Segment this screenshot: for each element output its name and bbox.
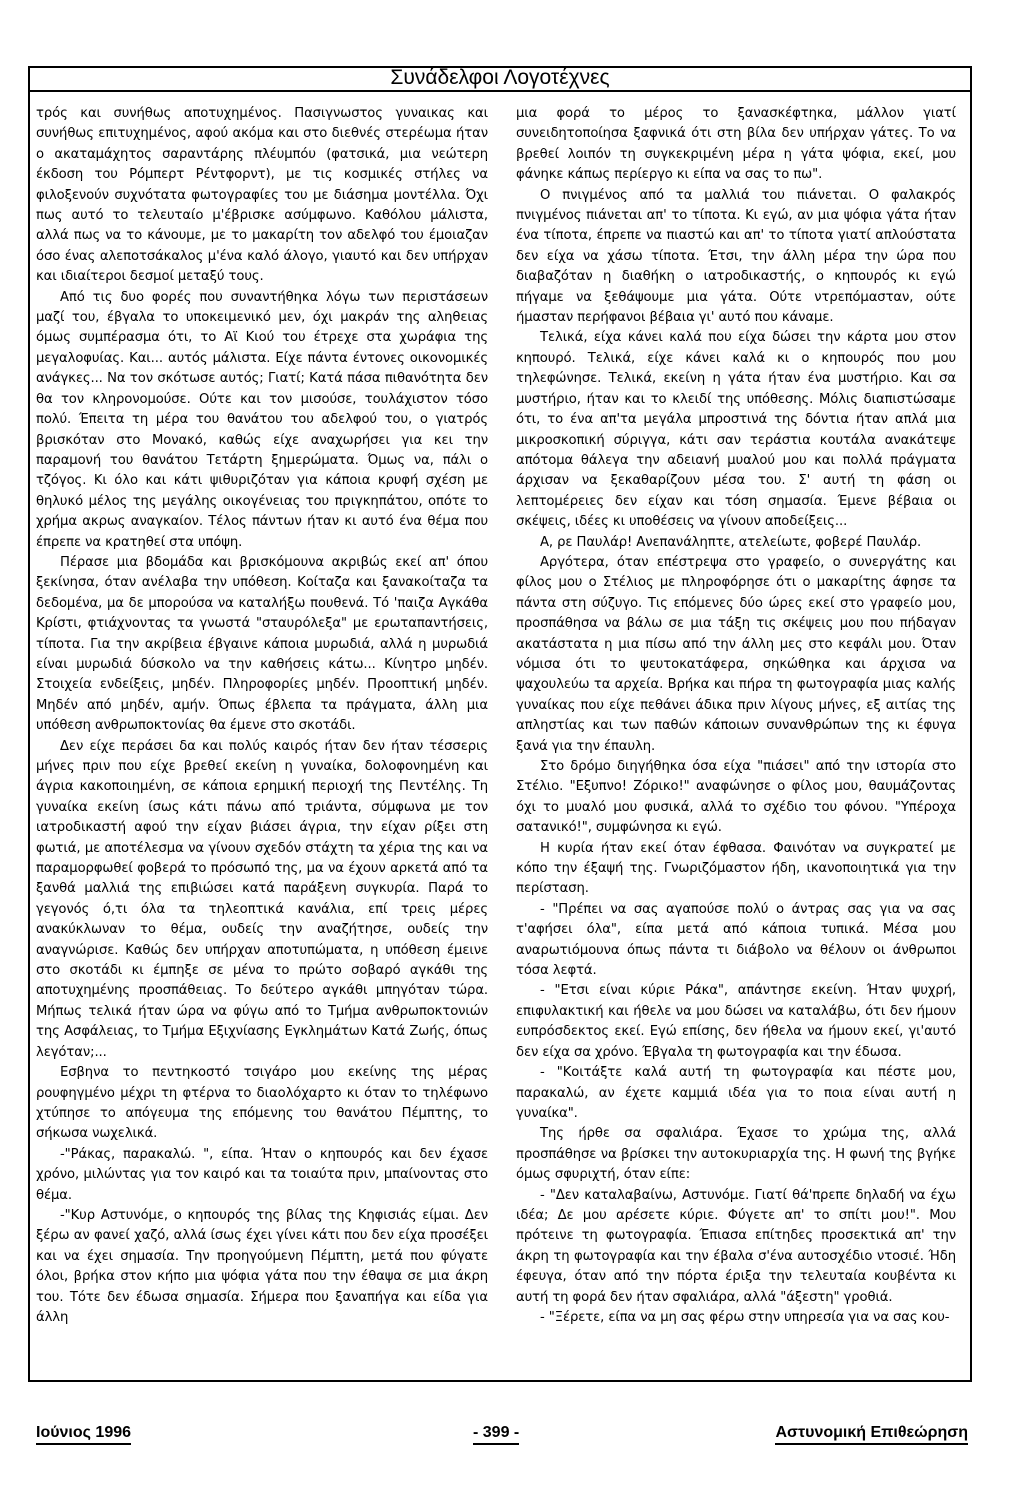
paragraph: Πέρασε μια βδομάδα και βρισκόμουνα ακριβώς εκεί απ' όπου ξεκίνησα, όταν ανέλαβα την υπόθεση. Κοίταζα και ξανακοίταζα τα δεδομένα, μα δε μπορούσα να καταλήξω πουθενά. Τό 'παιζα Αγκάθα Κρίστι, φτιάχνοντας τα γνωστά "σταυρόλεξα" με ερωταπαντήσεις, τίποτα. Για την ακρίβεια έβγαινε κάποια μυρωδιά, αλλά η μυρωδιά είναι μυρωδιά δύσκολο να την καθήσεις κάτω... Κίνητρο μηδέν. Στοιχεία ενδείξεις, μηδέν. Πληροφορίες μηδέν. Προοπτική μηδέν. Μηδέν από μηδέν, αμήν. Όπως έβλεπα τα πράγματα, άλλη μια υπόθεση ανθρωποκτονίας θα έμενε στο σκοτάδι. [36, 554, 488, 734]
paragraph: Τελικά, είχα κάνει καλά που είχα δώσει την κάρτα μου στον κηπουρό. Τελικά, είχε κάνει καλά κι ο κηπουρός που μου τηλεφώνησε. Τελικά, εκείνη η γάτα ήταν ένα μυστήριο. Και σα μυστήριο, ήταν και το κλειδί της υπόθεσης. Μόλις διαπιστώσαμε ότι, το ένα απ'τα μεγάλα μπροστινά της δόντια ήταν απλά μια μικροσκοπική σύριγγα, κάτι σαν τεράστια κουτάλα ανακάτεψε απότομα θάλεγα την αδειανή μυαλού μου και πολλά πράγματα άρχισαν να ξεκαθαρίζουν μέσα του. Σ' αυτή τη φάση οι λεπτομέρειες δεν είχαν και τόση σημασία. Έμενε βέβαια οι σκέψεις, ιδέες κι υποθέσεις να γίνουν αποδείξεις... [516, 330, 956, 530]
paragraph: Στο δρόμο διηγήθηκα όσα είχα "πιάσει" από την ιστορία στο Στέλιο. "Εξυπνο! Ζόρικο!" αναφώνησε ο φίλος μου, θαυμάζοντας όχι το μυαλό μου φυσικά, αλλά το σχέδιο του φόνου. "Υπέροχα σατανικό!", συμφώνησα κι εγώ. [516, 759, 956, 836]
paragraph: - "Δεν καταλαβαίνω, Αστυνόμε. Γιατί θά'πρεπε δηλαδή να έχω ιδέα; Δε μου αρέσετε κύριε. Φύγετε απ' το σπίτι μου!". Μου πρότεινε τη φωτογραφία. Έπιασα επίτηδες προσεκτικά απ' την άκρη τη φωτογραφία και την έβαλα σ'ένα αυτοσχέδιο ντοσιέ. Ήδη έφευγα, όταν από την πόρτα έριξα την τελευταία κουβέντα κι αυτή τη φορά δεν ήταν σφαλιάρα, αλλά "άξεστη" γροθιά. [516, 1187, 956, 1305]
section-title: Συνάδελφοι Λογοτέχνες [390, 66, 610, 89]
paragraph: - "Πρέπει να σας αγαπούσε πολύ ο άντρας σας για να σας τ'αφήσει όλα", είπα μετά από κάποια τυπικά. Μέσα μου αναρωτιόμουνα όπως πάντα τι διάβολο να θέλουν οι άνθρωποι τόσα λεφτά. [516, 901, 956, 979]
footer-date: Ιούνιος 1996 [36, 1423, 131, 1445]
paragraph: Δεν είχε περάσει δα και πολύς καιρός ήταν δεν ήταν τέσσερις μήνες πριν που είχε βρεθεί εκείνη η γυναίκα, δολοφονημένη και άγρια κακοποιημένη, σε κάποια ερημική περιοχή της Πεντέλης. Τη γυναίκα εκείνη ίσως κάτι πάνω από τριάντα, σύμφωνα με τον ιατροδικαστή αφού την είχαν βιάσει άγρια, την είχαν ρίξει στη φωτιά, με αποτέλεσμα να γίνουν σχεδόν στάχτη τα χέρια της και να παραμορφωθεί φοβερά το πρόσωπό της, μα να έχουν αρκετά από τα ξανθά μαλλιά της επιβιώσει κατά παράξενη συγκυρία. Παρά το γεγονός ό,τι όλα τα τηλεοπτικά κανάλια, επί τρεις μέρες ανακύκλωναν το θέμα, ουδείς την αναζήτησε, ουδείς την αναγνώρισε. Καθώς δεν υπήρχαν αποτυπώματα, η υπόθεση έμεινε στο σκοτάδι κι έμπηξε σε μένα το πρώτο σοβαρό αγκάθι της αποτυχημένης προσπάθειας. Το δεύτερο αγκάθι μπηγόταν τώρα. Μήπως τελικά ήταν ώρα να φύγω από το Τμήμα ανθρωποκτονιών της Ασφάλειας, το Τμήμα Εξιχνίασης Εγκλημάτων Κατά Ζωής, όπως λεγόταν;... [36, 738, 488, 1060]
paragraph: Ο πνιγμένος από τα μαλλιά του πιάνεται. Ο φαλακρός πνιγμένος πιάνεται απ' το τίποτα. Κι εγώ, αν μια ψόφια γάτα ήταν ένα τίποτα, έπρεπε να πιαστώ και απ' το τίποτα γιατί απλούστατα δεν είχα να χάσω τίποτα. Έτσι, την άλλη μέρα την ώρα που διαβαζόταν η διαθήκη ο ιατροδικαστής, ο κηπουρός κι εγώ πήγαμε να ξεθάψουμε μια γάτα. Ούτε ντρεπόμασταν, ούτε ήμασταν περήφανοι βέβαια γι' αυτό που κάναμε. [516, 187, 956, 326]
paragraph: μια φορά το μέρος το ξανασκέφτηκα, μάλλον γιατί συνειδητοποίησα ξαφνικά ότι στη βίλα δεν υπήρχαν γάτες. Το να βρεθεί λοιπόν τη συγκεκριμένη μέρα η γάτα ψόφια, εκεί, μου φάνηκε κάπως περίεργο κι είπα να σας το πω". [516, 106, 956, 183]
paragraph: -"Ράκας, παρακαλώ. ", είπα. Ήταν ο κηπουρός και δεν έχασε χρόνο, μιλώντας για τον καιρό και τα τοιαύτα πριν, μπαίνοντας στο θέμα. [36, 1146, 488, 1203]
left-column [36, 104, 488, 1328]
right-column [516, 104, 956, 1328]
paragraph: - "Ξέρετε, είπα να μη σας φέρω στην υπηρεσία για να σας κου- [540, 1309, 950, 1325]
paragraph: τρός και συνήθως αποτυχημένος. Πασιγνωστος γυναικας και συνήθως επιτυχημένος, αφού ακόμα και στο διεθνές στερέωμα ήταν ο ακαταμάχητος σαραντάρης πλέυμπόυ (φατσικά, μια νεώτερη έκδοση του Ρόμπερτ Ρέντφορντ), με τις κοσμικές στήλες να φιλοξενούν συχνότατα φωτογραφίες του με διάσημα μοντέλλα. Όχι πως αυτό το τελευταίο μ'έβρισκε ασύμφωνο. Καθόλου μάλιστα, αλλά πως να το κάνουμε, με το μακαρίτη τον αδελφό του έμοιαζαν όσο ένας αλεποτσάκαλος μ'ένα καλό άλογο, γιαυτό και δεν υπήρχαν και ιδιαίτεροι δεσμοί μεταξύ τους. [36, 106, 488, 285]
page-footer [28, 1423, 972, 1447]
paragraph: Από τις δυο φορές που συναντήθηκα λόγω των περιστάσεων μαζί του, έβγαλα το υποκειμενικό μεν, όχι μακράν της αληθειας όμως συμπέρασμα ότι, το Αϊ Κιού του έτρεχε στα χωράφια της μεγαλοφυίας. Και... αυτός μάλιστα. Είχε πάντα έντονες οικονομικές ανάγκες... Να τον σκότωσε αυτός; Γιατί; Κατά πάσα πιθανότητα δεν θα τον κληρονομούσε. Ούτε και τον μισούσε, τουλάχιστον τόσο πολύ. Έπειτα τη μέρα του θανάτου του αδελφού του, ο γιατρός βρισκόταν στο Μονακό, καθώς είχε αναχωρήσει για κει την παραμονή του θανάτου Τετάρτη ξημερώματα. Όμως να, πάλι ο τζόγος. Κι όλο και κάτι ψιθυριζόταν για κάποια κρυφή σχέση με θηλυκό μέλος της μεγάλης οικογένειας του πριγκηπάτου, οπότε το χρήμα ακρως αναγκαίον. Τέλος πάντων ήταν κι αυτό ένα θέμα που έπρεπε να κρατηθεί στα υπόψη. [36, 289, 488, 550]
paragraph: Της ήρθε σα σφαλιάρα. Έχασε το χρώμα της, αλλά προσπάθησε να βρίσκει την αυτοκυριαρχία της. Η φωνή της βγήκε όμως σφυριχτή, όταν είπε: [516, 1126, 956, 1183]
page-header [28, 66, 972, 92]
paragraph: Αργότερα, όταν επέστρεψα στο γραφείο, ο συνεργάτης και φίλος μου ο Στέλιος με πληροφόρησε ότι ο μακαρίτης άφησε τα πάντα στη σύζυγο. Τις επόμενες δύο ώρες εκεί στο γραφείο μου, προσπάθησα να βάλω σε μια τάξη τις σκέψεις μου που πήδαγαν ακατάστατα η μια πίσω από την άλλη μες στο κεφάλι μου. Όταν νόμισα ότι το ψευτοκατάφερα, σηκώθηκα και άρχισα να ψαχουλεύω τα αρχεία. Βρήκα και πήρα τη φωτογραφία μιας καλής γυναίκας που είχε πεθάνει άδικα πριν λίγους μήνες, εξ αιτίας της απληστίας και των παθών κάποιων συνανθρώπων της κι έφυγα ξανά για την έπαυλη. [516, 554, 956, 754]
paragraph: - "Ετσι είναι κύριε Ράκα", απάντησε εκείνη. Ήταν ψυχρή, επιφυλακτική και ήθελε να μου δώσει να καταλάβω, ότι δεν ήμουν ευπρόσδεκτος εκεί. Εγώ επίσης, δεν ήθελα να ήμουν εκεί, γι'αυτό δεν είχα σα χρόνο. Έβγαλα τη φωτογραφία και την έδωσα. [516, 983, 956, 1060]
paragraph: - "Κοιτάξτε καλά αυτή τη φωτογραφία και πέστε μου, παρακαλώ, αν έχετε καμμιά ιδέα για το ποια είναι αυτή η γυναίκα". [516, 1065, 956, 1121]
paragraph: Εσβηνα το πεντηκοστό τσιγάρο μου εκείνης της μέρας ρουφηγμένο μέχρι τη φτέρνα το διαολόχαρτο κι όταν το τηλέφωνο χτύπησε το απόγευμα της επόμενης του θανάτου Πέμπτης, το σήκωσα νωχελικά. [36, 1065, 488, 1142]
magazine-name: Αστυνομική Επιθεώρηση [775, 1423, 968, 1445]
paragraph: Η κυρία ήταν εκεί όταν έφθασα. Φαινόταν να συγκρατεί με κόπο την έξαψή της. Γνωριζόμαστον ήδη, ικανοποιητικά για την περίσταση. [516, 840, 956, 897]
paragraph: -"Κυρ Αστυνόμε, ο κηπουρός της βίλας της Κηφισιάς είμαι. Δεν ξέρω αν φανεί χαζό, αλλά ίσως έχει γίνει κάτι που δεν είχα προσέξει και να έχει σημασία. Την προηγούμενη Πέμπτη, μετά που φύγατε όλοι, βρήκα στον κήπο μια ψόφια γάτα που την έθαψα σε μια άκρη του. Τότε δεν έδωσα σημασία. Σήμερα που ξαναπήγα και είδα για άλλη [36, 1207, 488, 1325]
page-number: - 399 - [473, 1423, 519, 1445]
paragraph: Α, ρε Παυλάρ! Ανεπανάληπτε, ατελείωτε, φοβερέ Παυλάρ. [540, 534, 922, 550]
